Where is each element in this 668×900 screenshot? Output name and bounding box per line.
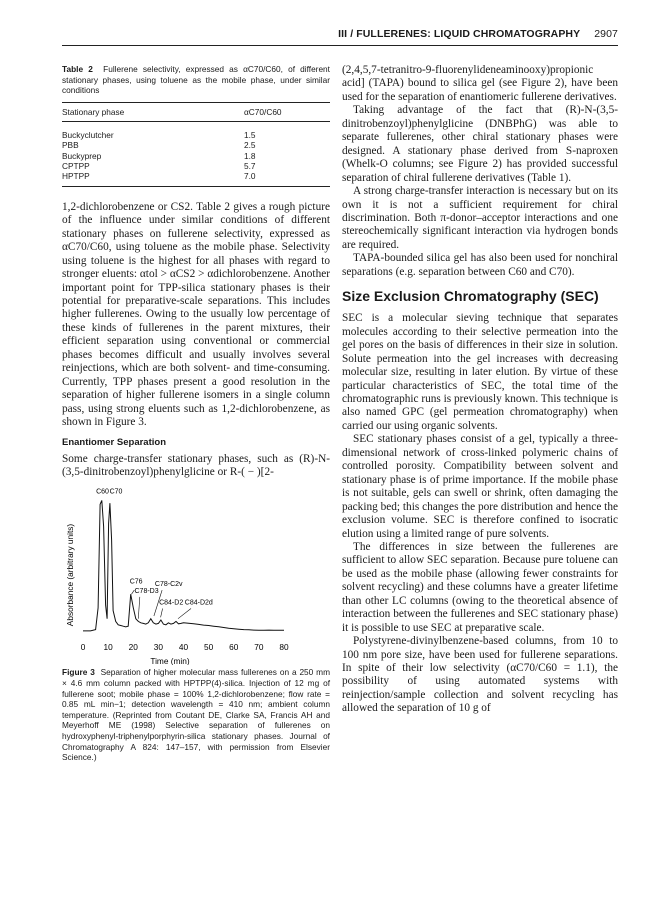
col-header-alpha: αC70/C60 [244,102,330,121]
peak-leader-line [161,609,163,618]
subheading-enantiomer: Enantiomer Separation [62,436,166,448]
right-paragraph-4: TAPA-bounded silica gel has also been used for nonchiral separations (e.g. separation between C60 and C70). [342,252,618,278]
table-2 [62,102,330,187]
right-column [342,64,618,716]
running-title: III / FULLERENES: LIQUID CHROMATOGRAPHY [338,28,581,40]
x-axis-label: Time (min) [150,656,190,666]
cell-alpha: 1.5 [244,129,256,140]
table-row [62,151,330,161]
table-2-caption-text: Fullerene selectivity, expressed as αC70/C60, of different stationary phases, using toluene as the mobile phase, under similar conditions [62,64,330,96]
table-row [62,161,330,171]
right-paragraph-2: Taking advantage of the fact that (R)-N-(3,5-dinitrobenzoyl)phenylglicine (DNBPhG) was able to separate fullerenes, other chiral stationary phases were designed. A stationary phase derived from S-naproxen (Whelk-O columns; see Figure 2) has provided successful separation of chiral fullerene derivatives (Table 1). [342,104,618,184]
x-tick-label: 0 [80,642,86,653]
table-row [62,140,330,150]
cell-phase: Buckyprep [62,150,102,161]
table-row [62,121,330,140]
peak-label: C84-D2 [159,599,184,607]
peak-leader-line [138,597,140,619]
x-tick-label: 80 [279,642,289,653]
right-paragraph-1: (2,4,5,7-tetranitro-9-fluorenylideneaminooxy)propionic acid] (TAPA) bound to silica gel (see Figure 2), have been used for the separation of enantiomeric fullerene derivatives. [342,64,618,103]
left-column [62,64,330,763]
x-tick-label: 40 [178,642,189,653]
table-header-row [62,102,330,121]
table-row [62,171,330,186]
page-number: 2907 [594,28,618,40]
x-tick-label: 20 [128,642,138,653]
peak-label: C70 [109,489,123,497]
peak-label: C76 [129,578,143,586]
x-tick-label: 60 [229,642,239,653]
left-paragraph-2: Some charge-transfer stationary phases, such as (R)-N-(3,5-dinitrobenzoyl)phenylglicine or R-( − )[2- [62,452,330,478]
table-2-label: Table 2 [62,64,93,74]
col-header-phase: Stationary phase [62,102,244,121]
right-paragraph-6: SEC stationary phases consist of a gel, typically a three-dimensional network of cross-linked polymeric chains of controlled porosity. Compatibility between solvent and stationary phase is of prime importance. If the mobile phase is not suitable, gels can swell or shrink, often damaging the packing bed; this changes the pore distribution and hence the exclusion volume. SEC is therefore confined to isocratic elution using a limited range of pure solvents. [342,433,618,540]
peak-label: C78-D3 [134,588,159,596]
cell-phase: HPTPP [62,171,244,186]
cell-alpha: 5.7 [244,161,256,171]
figure-3-caption-text: Separation of higher molecular mass fullerenes on a 250 mm × 4.6 mm column packed with HPTPP(4)-silica. Injection of 12 mg of fullerene soot; mobile phase = 100% 1,2-dichlorobenzene; flow rate = 0.85 mL min−1; detection wavelength = 410 nm; ambient column temperature. (Reprinted from Coutant DE, Clarke SA, Francis AH and Meyerhoff ME (1998) Selective separation of fullerenes on hydroxyphenyl-triphenylporphyrin-silica stationary phases. Journal of Chromatography A 824: 147–157, with permission from Elsevier Science.) [62,667,330,763]
section-heading-sec: Size Exclusion Chromatography (SEC) [342,288,599,305]
running-header [318,28,618,40]
x-tick-label: 50 [203,642,214,653]
header-rule [62,45,618,46]
right-paragraph-7: The differences in size between the fullerenes are sufficient to allow SEC separation. Because pure toluene can be used as the mobile phase (allowing fewer constraints for solvent recycling) and these columns have a greater lifetime than other LC columns (owing to the theoretical absence of interaction between the fullerenes and SEC stationary phase) it is possible to use SEC at preparative scale. [342,540,618,634]
chromatogram-svg [62,487,330,665]
right-paragraph-5: SEC is a molecular sieving technique that separates molecules according to their selective permeation into the gel pores on the basis of differences in their size in solution. Solute permeation into the gel increases with decreasing molecular size, resulting in later elution. By virtue of these particular characteristics of SEC, the total time of the chromatographic runs is previously known. This technique is also named GPC (gel permeation chromatography) when carried our using organic solvents. [342,312,618,432]
peak-leader-line [178,609,191,619]
cell-alpha: 7.0 [244,171,330,186]
peak-label: C84-D2d [184,599,213,607]
cell-alpha: 2.5 [244,140,256,151]
cell-phase: Buckyclutcher [62,129,114,140]
x-tick-labels [81,642,289,652]
peak-annotations [96,489,213,619]
right-paragraph-8: Polystyrene-divinylbenzene-based columns, from 10 to 100 nm pore size, have been used for fullerene separations. In spite of their low selectivity (αC70/C60 = 1.1), the possibility of using automated systems with reinjection/sample collection and solvent recycling has allowed the separation of 10 g of [342,635,618,715]
figure-3-caption [62,667,330,762]
table-2-caption [62,64,330,96]
figure-3-chart [62,487,330,665]
peak-label: C60 [96,489,109,497]
cell-phase: CPTPP [62,161,90,171]
x-tick-label: 10 [103,642,113,653]
x-tick-label: 30 [153,642,164,653]
figure-3-label: Figure 3 [62,667,95,678]
chromatogram-trace [83,501,284,632]
y-axis-label: Absorbance (arbitrary units) [65,524,75,627]
left-paragraph-1: 1,2-dichlorobenzene or CS2. Table 2 gives a rough picture of the influence under similar conditions of different stationary phases on fullerene selectivity, expressed as αC70/C60, using toluene as the mobile phase. Selectivity using toluene is the highest for all phases with regard to stronger eluents: αtol > αCS2 > αdichlorobenzene. Another important point for TPP-silica stationary phases is their potential for preparative-scale separations. This includes higher fullerenes. Owing to the usually low percentage of these kinds of fullerenes in the parent mixtures, their efficient separation using conventional or commercial phases becomes difficult and usually involves several reinjections, which are both solvent- and time-consuming. Currently, TPP phases present a good resolution in the separation of higher fullerene isomers in a single column pass, using strong eluents such as 1,2-dichlorobenzene, as shown in Figure 3. [62,200,330,429]
x-tick-label: 70 [254,642,264,653]
cell-phase: PBB [62,140,79,151]
peak-label: C78-C2v [154,581,183,589]
right-paragraph-3: A strong charge-transfer interaction is necessary but on its own it is not a sufficient requirement for chiral discrimination. Both π-donor–acceptor interactions and one stereochemically significant interaction via hydrogen bonds are required. [342,185,618,251]
cell-alpha: 1.8 [244,150,256,161]
